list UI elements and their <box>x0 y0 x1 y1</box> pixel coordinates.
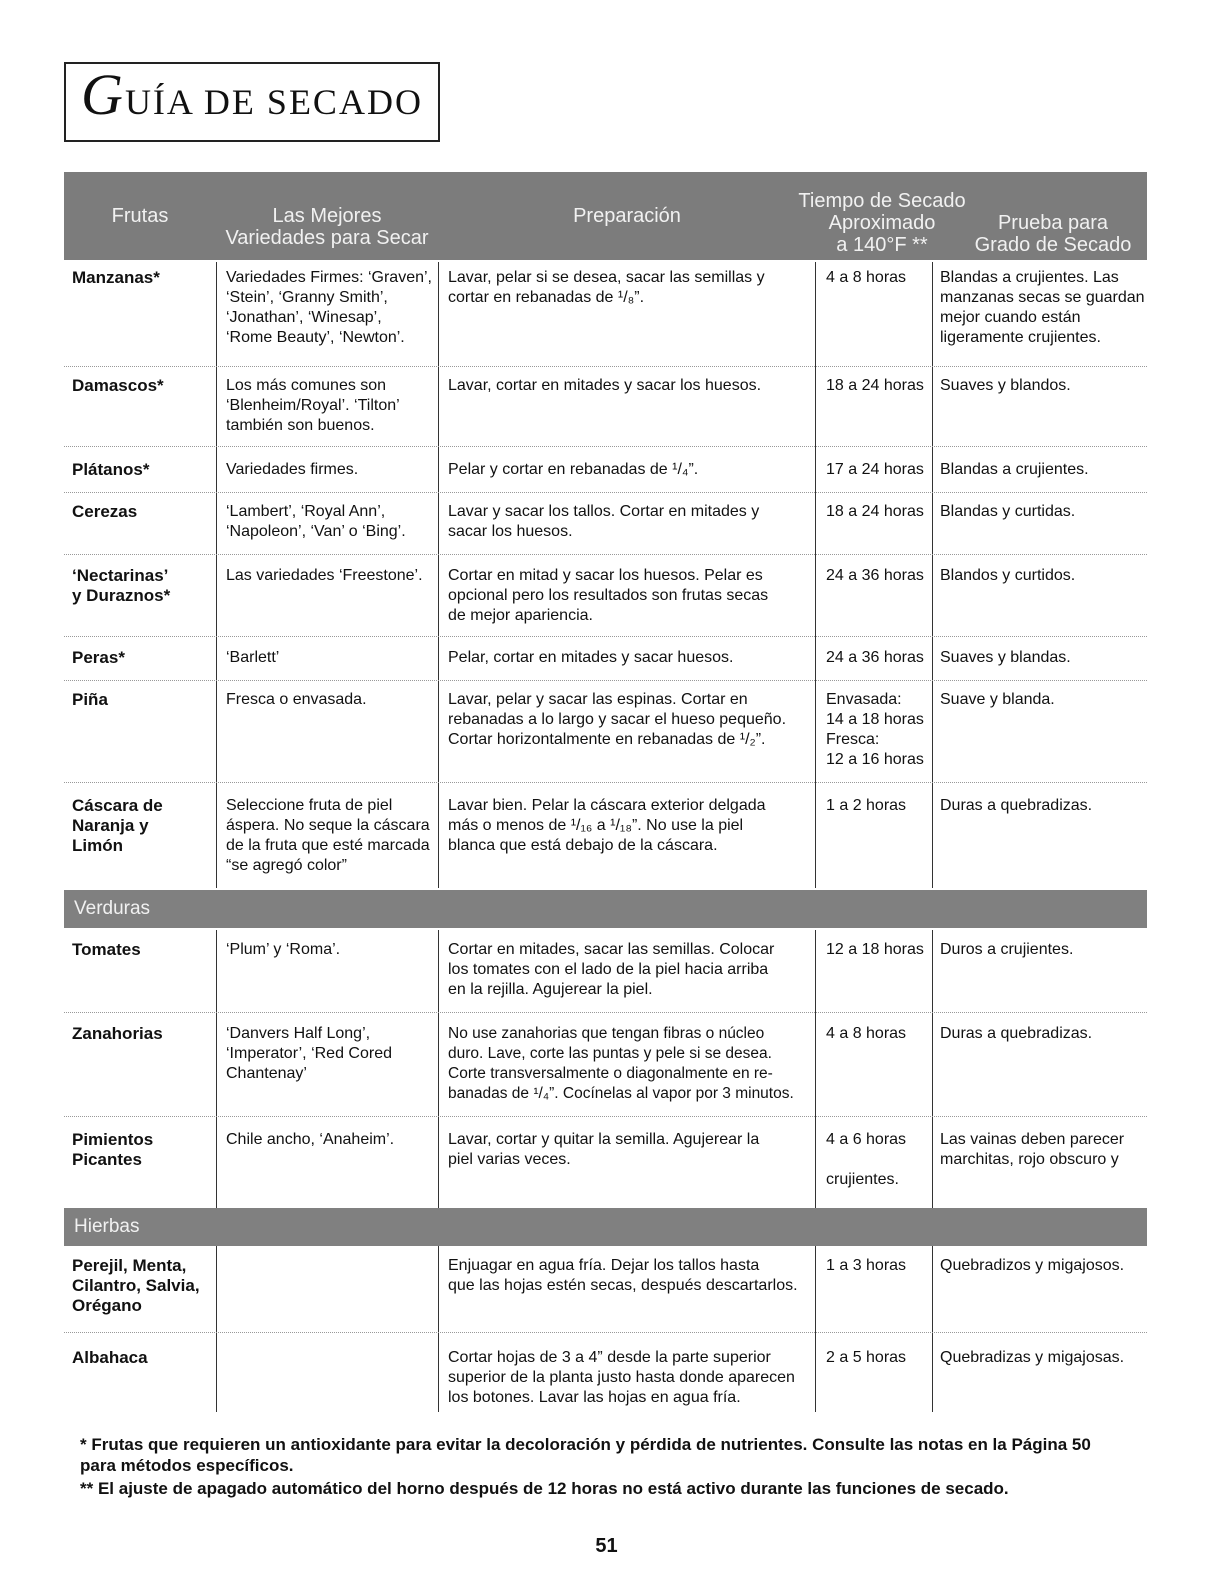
row-preparacion: Lavar, pelar y sacar las espinas. Cortar en rebanadas a lo largo y sacar el hueso pequeño. Cortar horizontalmente en rebanadas de ¹/₂”. <box>448 691 787 748</box>
row-separator <box>64 1332 1147 1333</box>
header-variedades: Las Mejores Variedades para Secar <box>225 205 429 249</box>
row-prueba: Quebradizas y migajosas. <box>940 1349 1125 1366</box>
column-divider <box>815 262 816 888</box>
row-variedades: Variedades firmes. <box>226 461 359 478</box>
row-name: Peras* <box>72 648 125 667</box>
row-preparacion: Enjuagar en agua fría. Dejar los tallos hasta que las hojas estén secas, después descartarlos. <box>448 1257 798 1294</box>
section-band-hierbas <box>64 1208 1147 1246</box>
section-label: Hierbas <box>74 1216 140 1237</box>
row-prueba: Quebradizos y migajosos. <box>940 1257 1125 1274</box>
row-variedades: ‘Lambert’, ‘Royal Ann’, ‘Napoleon’, ‘Van’ o ‘Bing’. <box>226 503 406 540</box>
row-name: ‘Nectarinas’ y Duraznos* <box>72 566 171 605</box>
row-preparacion: Lavar y sacar los tallos. Cortar en mitades y sacar los huesos. <box>448 503 760 540</box>
row-name: Perejil, Menta, Cilantro, Salvia, Orégano <box>72 1256 200 1315</box>
row-separator <box>64 680 1147 681</box>
row-preparacion: Cortar en mitad y sacar los huesos. Pelar es opcional pero los resultados son frutas secas de mejor apariencia. <box>448 567 769 624</box>
row-name: Zanahorias <box>72 1024 163 1043</box>
row-separator <box>64 492 1147 493</box>
row-name: Damascos* <box>72 376 164 395</box>
row-preparacion: Lavar bien. Pelar la cáscara exterior delgada más o menos de ¹/₁₆ a ¹/₁₈”. No use la piel blanca que está debajo de la cáscara. <box>448 797 766 854</box>
footnote-apagado: ** El ajuste de apagado automático del horno después de 12 horas no está activo durante las funciones de secado. <box>80 1479 1009 1498</box>
title-initial: G <box>81 62 125 127</box>
row-tiempo: 2 a 5 horas <box>826 1349 907 1366</box>
row-tiempo: 12 a 18 horas <box>826 941 924 958</box>
row-preparacion: Lavar, cortar y quitar la semilla. Agujerear la piel varias veces. <box>448 1131 760 1168</box>
row-separator <box>64 554 1147 555</box>
row-name: Pimientos Picantes <box>72 1130 154 1169</box>
row-variedades: ‘Plum’ y ‘Roma’. <box>226 941 341 958</box>
row-name: Cerezas <box>72 502 138 521</box>
column-divider <box>216 1246 217 1412</box>
row-prueba: Duras a quebradizas. <box>940 1025 1093 1042</box>
row-preparacion: Pelar, cortar en mitades y sacar huesos. <box>448 649 734 666</box>
table-header <box>64 172 1147 260</box>
row-prueba: Suave y blanda. <box>940 691 1055 708</box>
section-label: Verduras <box>74 898 151 919</box>
row-separator <box>64 1012 1147 1013</box>
row-tiempo: 4 a 6 horas crujientes. <box>826 1131 907 1188</box>
column-divider <box>932 262 933 888</box>
section-band-verduras <box>64 890 1147 928</box>
row-name: Manzanas* <box>72 268 160 287</box>
row-preparacion: Lavar, pelar si se desea, sacar las semillas y cortar en rebanadas de ¹/₈”. <box>448 269 765 306</box>
row-name: Albahaca <box>72 1348 148 1367</box>
row-tiempo: 18 a 24 horas <box>826 503 924 520</box>
row-tiempo: 24 a 36 horas <box>826 649 924 666</box>
row-tiempo: 1 a 3 horas <box>826 1257 907 1274</box>
row-name: Tomates <box>72 940 141 959</box>
row-separator <box>64 446 1147 447</box>
row-variedades: Fresca o envasada. <box>226 691 367 708</box>
row-tiempo: 18 a 24 horas <box>826 377 924 394</box>
row-tiempo: 1 a 2 horas <box>826 797 907 814</box>
column-divider <box>216 930 217 1208</box>
row-prueba: Suaves y blandos. <box>940 377 1071 394</box>
page-title <box>66 61 438 128</box>
row-name: Piña <box>72 690 108 709</box>
footnote-antioxidante: * Frutas que requieren un antioxidante para evitar la decoloración y pérdida de nutrientes. Consulte las notas en la Página 50 para métodos específicos. <box>80 1435 1091 1475</box>
row-prueba: Blandas y curtidas. <box>940 503 1076 520</box>
row-variedades: Los más comunes son ‘Blenheim/Royal’. ‘Tilton’ también son buenos. <box>226 377 400 434</box>
row-variedades: ‘Barlett’ <box>226 649 280 666</box>
row-variedades: Las variedades ‘Freestone’. <box>226 567 423 584</box>
row-separator <box>64 1116 1147 1117</box>
row-tiempo: 4 a 8 horas <box>826 1025 907 1042</box>
column-divider <box>216 262 217 888</box>
title-box <box>64 62 440 142</box>
row-prueba: Suaves y blandas. <box>940 649 1071 666</box>
row-variedades: Seleccione fruta de piel áspera. No seque la cáscara de la fruta que esté marcada “se agregó color” <box>226 797 430 874</box>
row-variedades: Variedades Firmes: ‘Graven’, ‘Stein’, ‘Granny Smith’, ‘Jonathan’, ‘Winesap’, ‘Rome Beauty’, ‘Newton’. <box>226 269 432 346</box>
row-name: Plátanos* <box>72 460 150 479</box>
row-preparacion: No use zanahorias que tengan fibras o núcleo duro. Lave, corte las puntas y pele si se desea. Corte transversalmente o diagonalmente en re- banadas de ¹/₄”. Cocínelas al vapor por 3 minutos. <box>448 1025 794 1102</box>
column-divider <box>815 930 816 1208</box>
column-divider <box>438 930 439 1208</box>
column-divider <box>438 1246 439 1412</box>
header-tiempo: Tiempo de Secado Aproximado a 140°F ** <box>798 190 966 256</box>
title-rest: UÍA DE SECADO <box>124 82 423 122</box>
header-frutas: Frutas <box>111 205 169 227</box>
row-separator <box>64 636 1147 637</box>
header-prueba: Prueba para Grado de Secado <box>974 212 1132 256</box>
row-prueba: Las vainas deben parecer marchitas, rojo obscuro y <box>940 1131 1125 1168</box>
row-variedades: ‘Danvers Half Long’, ‘Imperator’, ‘Red Cored Chantenay’ <box>226 1025 392 1082</box>
row-prueba: Duros a crujientes. <box>940 941 1074 958</box>
column-divider <box>932 930 933 1208</box>
row-preparacion: Cortar hojas de 3 a 4” desde la parte superior superior de la planta justo hasta donde aparecen los botones. Lavar las hojas en agua fría. <box>448 1349 795 1406</box>
row-tiempo: Envasada: 14 a 18 horas Fresca: 12 a 16 horas <box>826 691 924 768</box>
row-prueba: Blandas a crujientes. Las manzanas secas se guardan mejor cuando están ligeramente crujientes. <box>940 269 1145 346</box>
row-prueba: Blandos y curtidos. <box>940 567 1076 584</box>
row-preparacion: Pelar y cortar en rebanadas de ¹/₄”. <box>448 461 699 478</box>
row-variedades: Chile ancho, ‘Anaheim’. <box>226 1131 395 1148</box>
row-name: Cáscara de Naranja y Limón <box>72 796 163 855</box>
row-separator <box>64 782 1147 783</box>
column-divider <box>438 262 439 888</box>
column-divider <box>815 1246 816 1412</box>
row-prueba: Duras a quebradizas. <box>940 797 1093 814</box>
row-tiempo: 24 a 36 horas <box>826 567 924 584</box>
page-number: 51 <box>595 1535 618 1557</box>
row-tiempo: 4 a 8 horas <box>826 269 907 286</box>
row-preparacion: Cortar en mitades, sacar las semillas. Colocar los tomates con el lado de la piel hacia arriba en la rejilla. Agujerear la piel. <box>448 941 775 998</box>
header-preparacion: Preparación <box>573 205 681 227</box>
row-preparacion: Lavar, cortar en mitades y sacar los huesos. <box>448 377 762 394</box>
row-tiempo: 17 a 24 horas <box>826 461 924 478</box>
column-divider <box>932 1246 933 1412</box>
row-separator <box>64 366 1147 367</box>
row-prueba: Blandas a crujientes. <box>940 461 1089 478</box>
